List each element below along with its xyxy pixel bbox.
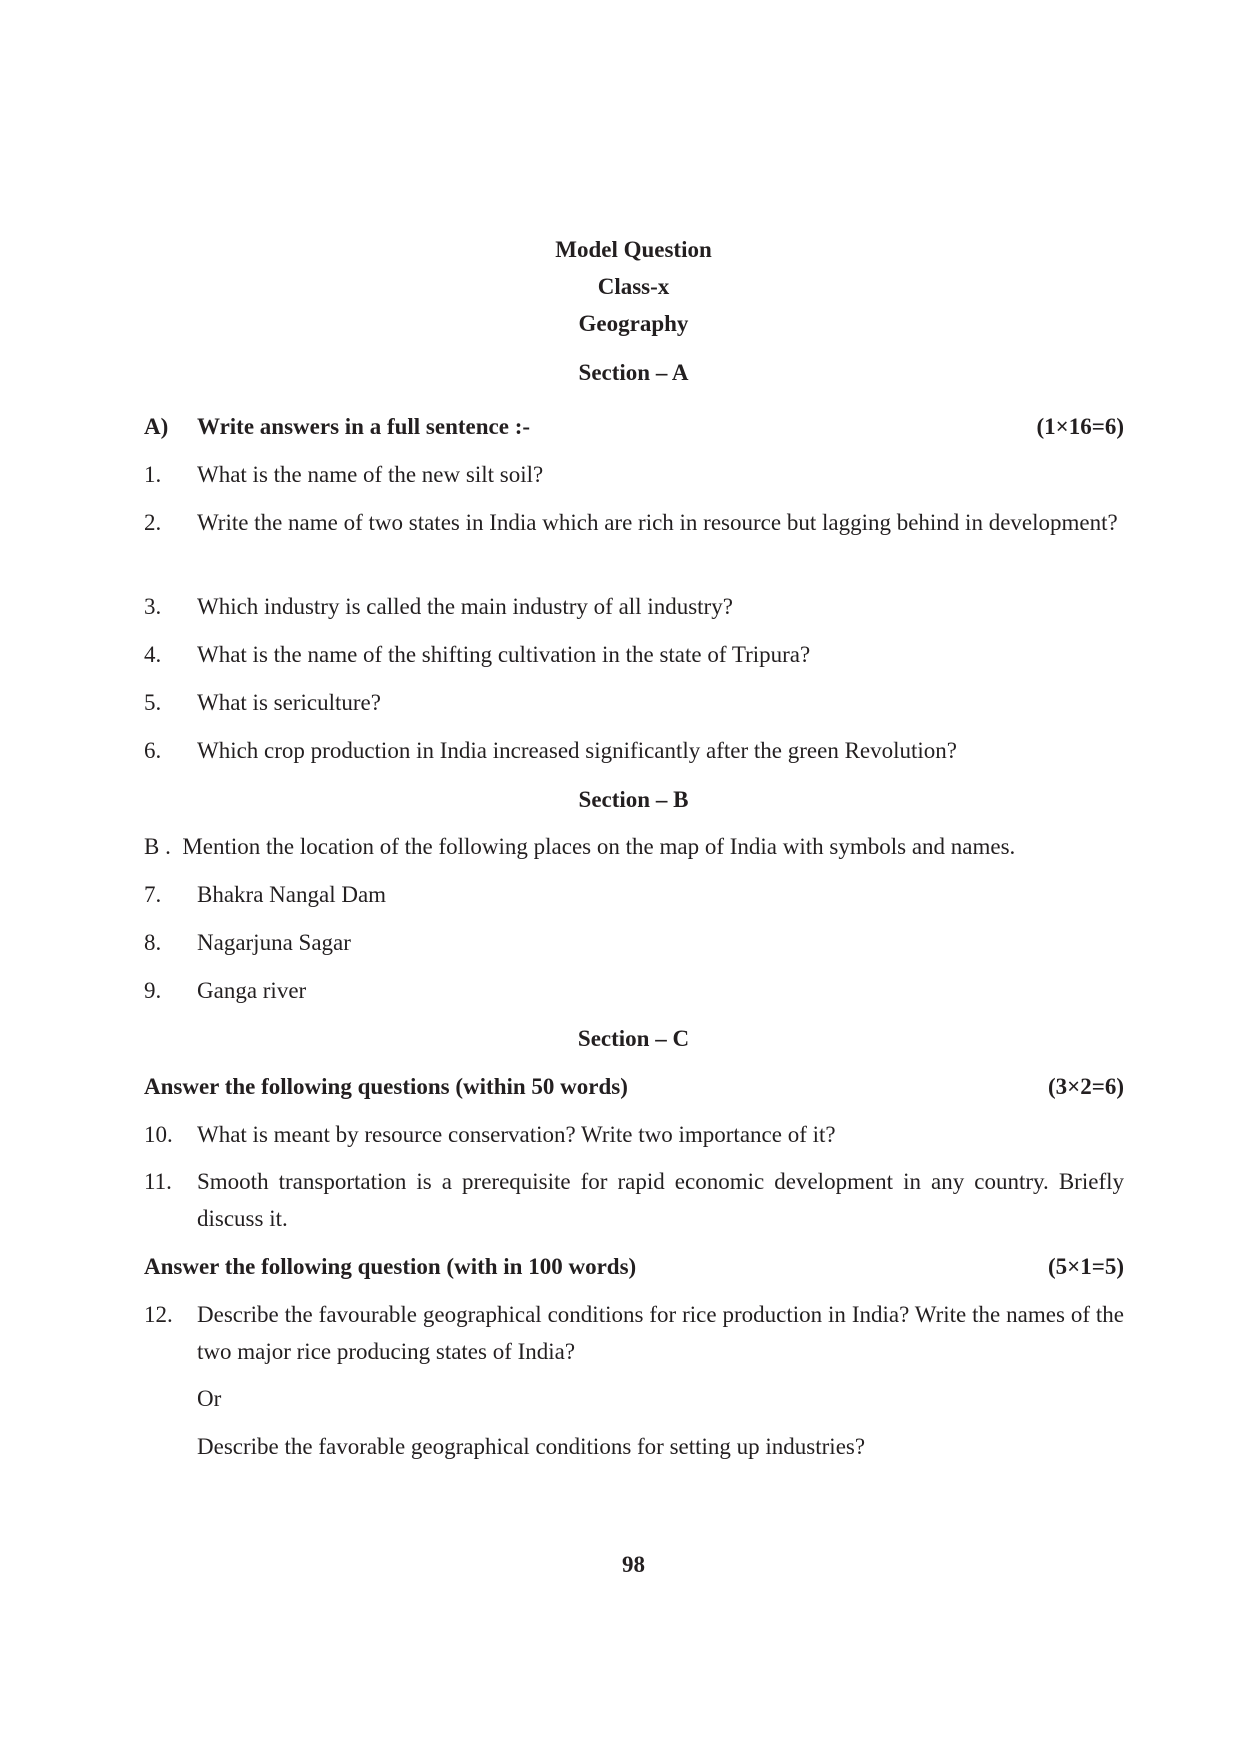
- question-text: Describe the favourable geographical conditions for rice production in India? Write the names of the two major rice producing states of India?: [197, 1302, 1124, 1364]
- section-c-heading: Section – C: [577, 1026, 690, 1051]
- paper-subject: Geography: [578, 311, 689, 336]
- question-text: What is meant by resource conservation? Write two importance of it?: [197, 1122, 836, 1147]
- question-text: What is the name of the shifting cultivation in the state of Tripura?: [197, 642, 811, 667]
- section-c-part1-instruction: Answer the following questions (within 50 words): [144, 1074, 628, 1099]
- section-c-part1-marks: (3×2=6): [1047, 1074, 1124, 1099]
- question-text: Which crop production in India increased significantly after the green Revolution?: [197, 738, 958, 763]
- question-3: [144, 588, 1124, 625]
- question-6: [144, 732, 1124, 769]
- question-number: 3.: [144, 594, 162, 619]
- section-c-part2-instruction-row: [144, 1248, 1124, 1285]
- question-number: 1.: [144, 462, 162, 487]
- question-number: 10.: [144, 1122, 173, 1147]
- question-number: 4.: [144, 642, 162, 667]
- section-a-label: A): [144, 414, 169, 439]
- question-text: Which industry is called the main industry of all industry?: [197, 594, 733, 619]
- question-text: Smooth transportation is a prerequisite for rapid economic development in any country. Briefly discuss it.: [197, 1169, 1124, 1231]
- question-7: [144, 876, 1124, 913]
- section-a-instruction: Write answers in a full sentence :-: [197, 414, 531, 439]
- question-5: [144, 684, 1124, 721]
- question-text: Ganga river: [197, 978, 307, 1003]
- question-number: 12.: [144, 1302, 173, 1327]
- question-number: 7.: [144, 882, 162, 907]
- question-number: 6.: [144, 738, 162, 763]
- question-number: 11.: [144, 1169, 172, 1194]
- question-12: [144, 1296, 1124, 1370]
- section-c-part2-instruction: Answer the following question (with in 100 words): [144, 1254, 637, 1279]
- question-number: 2.: [144, 510, 162, 535]
- section-b-heading: Section – B: [578, 787, 689, 812]
- question-text: Nagarjuna Sagar: [197, 930, 351, 955]
- question-1: [144, 456, 1124, 493]
- question-2: [144, 504, 1124, 541]
- question-text: Describe the favorable geographical conditions for setting up industries?: [197, 1434, 866, 1459]
- question-4: [144, 636, 1124, 673]
- section-a-instruction-row: [144, 408, 1124, 445]
- or-label-row: [144, 1380, 1124, 1417]
- section-c-part2-marks: (5×1=5): [1047, 1254, 1124, 1279]
- question-8: [144, 924, 1124, 961]
- page-number: 98: [622, 1552, 645, 1577]
- question-10: [144, 1116, 1124, 1153]
- question-12-alternative: [144, 1428, 1124, 1465]
- question-text: Write the name of two states in India which are rich in resource but lagging behind in development?: [197, 510, 1118, 535]
- paper-title: Model Question: [555, 237, 712, 262]
- question-number: 8.: [144, 930, 162, 955]
- paper-class: Class-x: [597, 274, 670, 299]
- or-label: Or: [197, 1386, 222, 1411]
- section-a-heading: Section – A: [578, 360, 689, 385]
- question-number: 5.: [144, 690, 162, 715]
- section-a-marks: (1×16=6): [1036, 414, 1124, 439]
- section-b-instruction: B . Mention the location of the following places on the map of India with symbols and names.: [144, 834, 1016, 859]
- question-text: Bhakra Nangal Dam: [197, 882, 387, 907]
- question-11: [144, 1163, 1124, 1237]
- section-c-part1-instruction-row: [144, 1068, 1124, 1105]
- question-text: What is sericulture?: [197, 690, 381, 715]
- question-text: What is the name of the new silt soil?: [197, 462, 544, 487]
- question-9: [144, 972, 1124, 1009]
- question-number: 9.: [144, 978, 162, 1003]
